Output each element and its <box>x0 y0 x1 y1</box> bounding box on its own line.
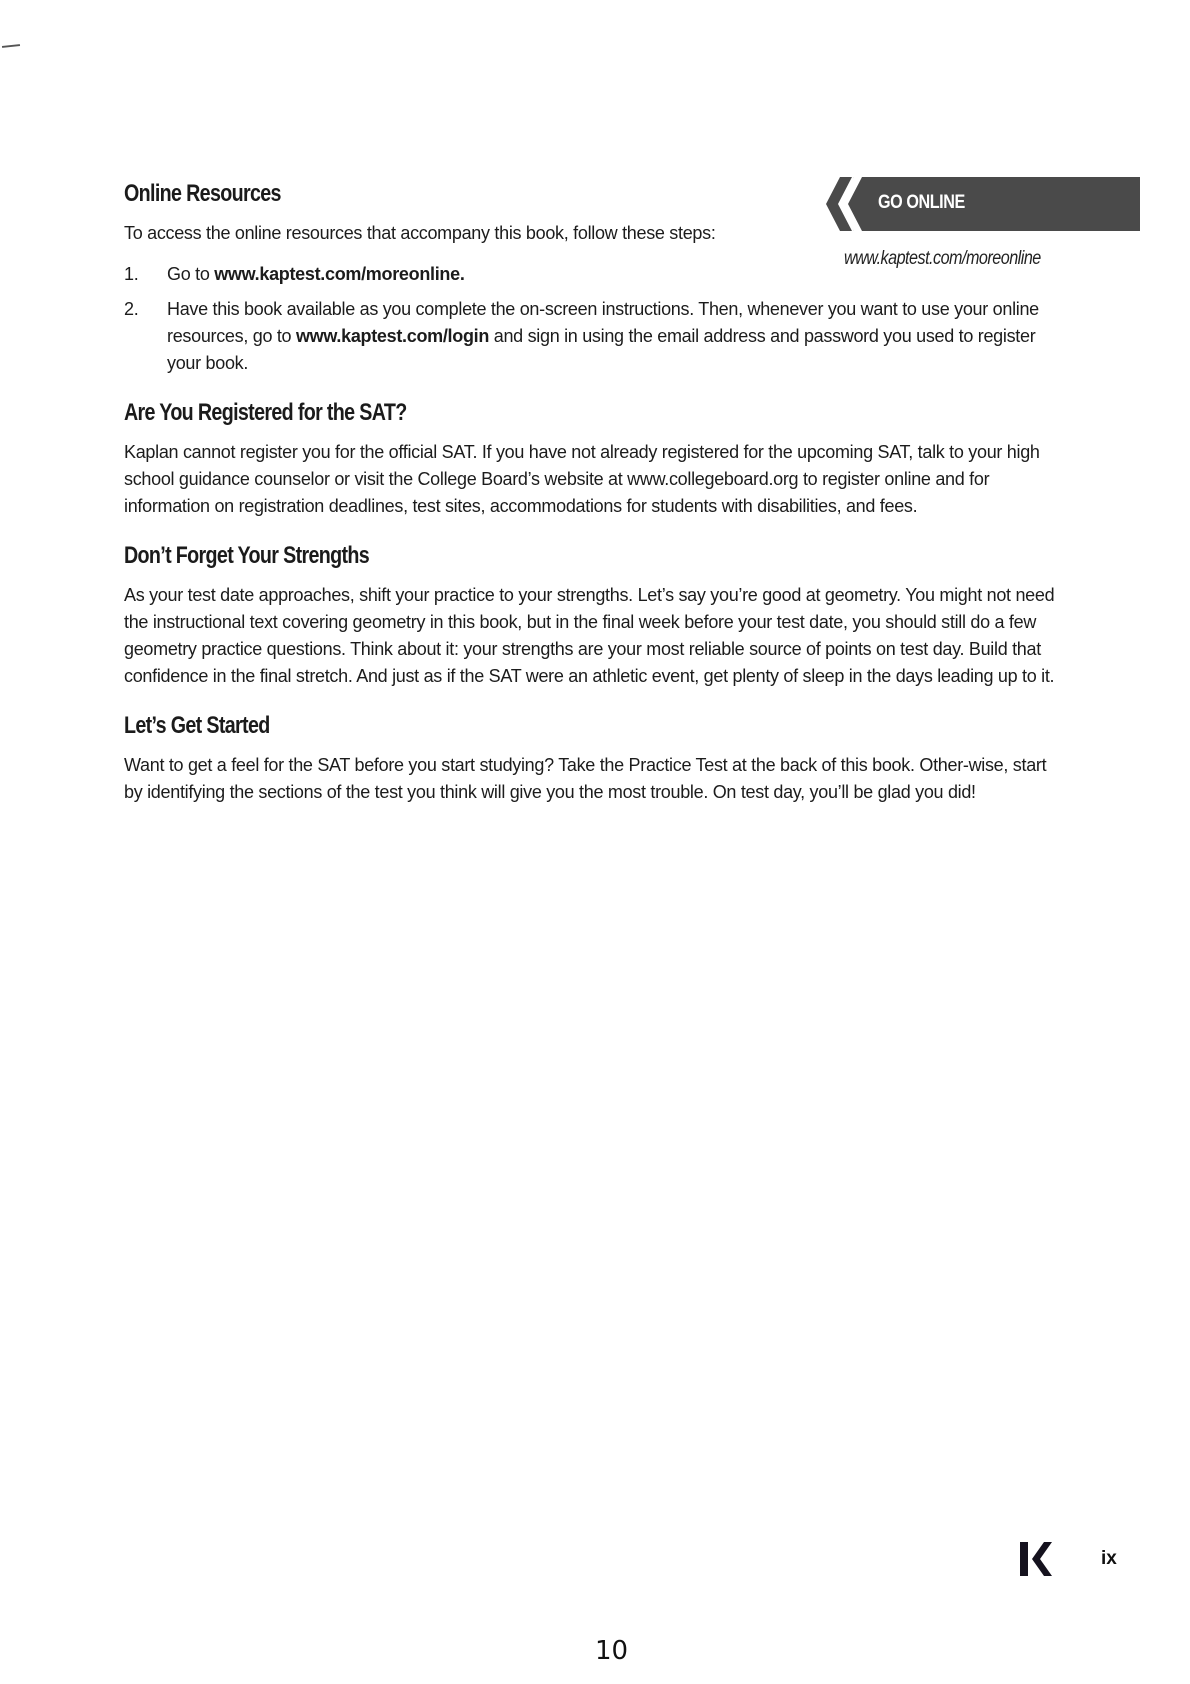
step-text-before: Go to <box>167 264 215 284</box>
strengths-body: As your test date approaches, shift your practice to your strengths. Let’s say you’re good at geometry. You might not need the instructional text covering geometry in this book, but in the final week before your test date, you should still do a few geometry practice questions. Think about it: your strengths are your most reliable source of points on test day. Build that confidence in the final stretch. And just as if the SAT were an athletic event, get plenty of sleep in the days leading up to it. <box>124 585 1055 686</box>
heading-get-started: Let’s Get Started <box>124 712 270 739</box>
page-number: 10 <box>595 1636 629 1666</box>
heading-strengths: Don’t Forget Your Strengths <box>124 542 370 569</box>
step-link[interactable]: www.kaptest.com/moreonline. <box>214 264 465 284</box>
step-number: 2. <box>124 299 139 319</box>
heading-registered: Are You Registered for the SAT? <box>124 399 407 426</box>
step-item <box>124 296 1064 377</box>
go-online-label: GO ONLINE <box>878 192 965 213</box>
page-content <box>124 180 1064 828</box>
step-text-after: and sign in using the email address and password you used to register your book. <box>167 326 1036 373</box>
go-online-url[interactable]: www.kaptest.com/moreonline <box>844 248 1041 269</box>
section-get-started <box>124 712 1064 806</box>
section-online-resources <box>124 180 1064 377</box>
section-strengths <box>124 542 1064 690</box>
kaplan-logo <box>1018 1540 1054 1578</box>
get-started-body: Want to get a feel for the SAT before you start studying? Take the Practice Test at the back of this book. Other-wise, start by identifying the sections of the test you think will give you the most trouble. On test day, you’ll be glad you did! <box>124 755 1047 802</box>
steps-list <box>124 261 1064 377</box>
section-registered <box>124 399 1064 520</box>
step-link[interactable]: www.kaptest.com/login <box>295 326 490 346</box>
double-chevron-left-icon <box>818 175 1140 235</box>
online-resources-intro: To access the online resources that accompany this book, follow these steps: <box>124 223 716 243</box>
heading-online-resources: Online Resources <box>124 180 281 207</box>
scan-artifact <box>2 44 20 48</box>
registered-body: Kaplan cannot register you for the official SAT. If you have not already registered for the upcoming SAT, talk to your high school guidance counselor or visit the College Board’s website at www.collegeboard.org to register online and for information on registration deadlines, test sites, accommodations for students with disabilities, and fees. <box>124 442 1040 516</box>
go-online-callout <box>818 175 1140 235</box>
step-number: 1. <box>124 264 139 284</box>
roman-page-number: ix <box>1101 1548 1117 1569</box>
step-text <box>167 296 1064 377</box>
step-text-before: Have this book available as you complete the on-screen instructions. Then, whenever you want to use your online resources, go to <box>167 299 1039 346</box>
